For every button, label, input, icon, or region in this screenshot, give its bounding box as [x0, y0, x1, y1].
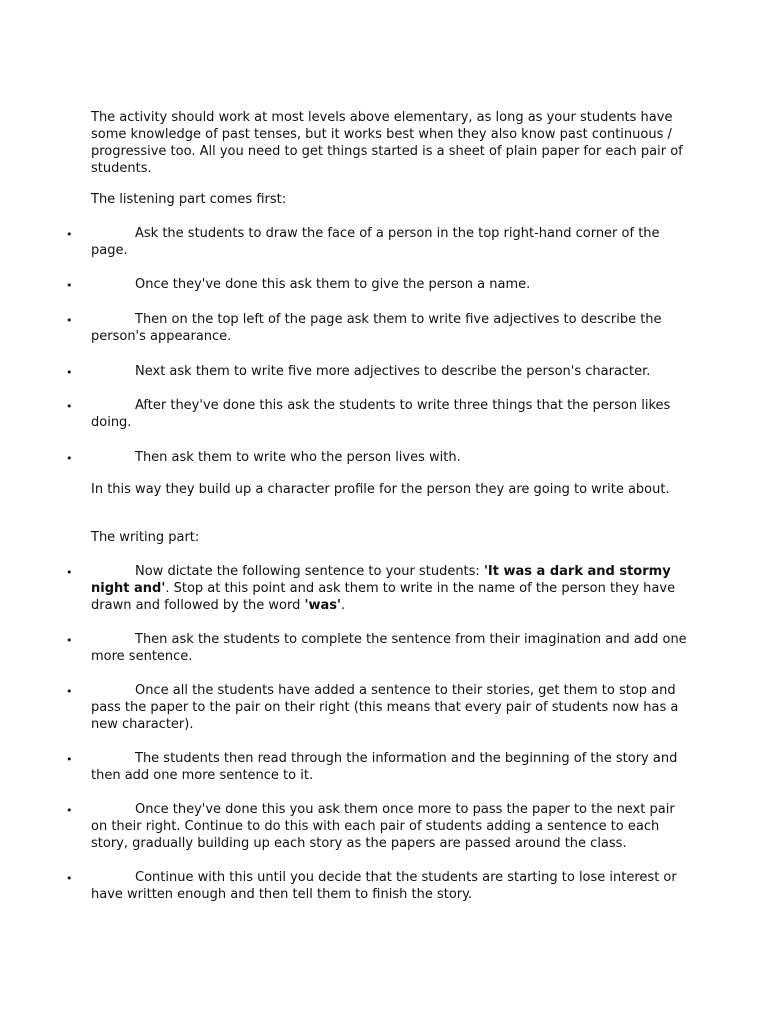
bullet-icon: •: [66, 228, 73, 241]
dictation-word: 'was': [304, 598, 341, 613]
bullet-icon: •: [66, 314, 73, 327]
list-item: Continue with this until you decide that the students are starting to lose interest or have written enough and then tell them to finish the story.: [91, 870, 677, 902]
list-item: Once all the students have added a sentence to their stories, get them to stop and pass the paper to the pair on their right (this means that every pair of students now has a new character).: [91, 683, 679, 732]
dictation-sentence: 'It was a dark and stormy night and': [91, 564, 671, 596]
writing-heading: The writing part:: [91, 530, 200, 545]
list-item: Once they've done this you ask them once more to pass the paper to the next pair on their right. Continue to do this with each pair of students adding a sentence to each story, gradually building up each story as the papers are passed around the class.: [91, 802, 675, 851]
profile-paragraph: In this way they build up a character profile for the person they are going to write about.: [91, 482, 670, 497]
bullet-icon: •: [66, 279, 73, 292]
bullet-icon: •: [66, 685, 73, 698]
bullet-icon: •: [66, 634, 73, 647]
listening-heading: The listening part comes first:: [91, 192, 287, 207]
intro-paragraph: The activity should work at most levels above elementary, as long as your students have some knowledge of past tenses, but it works best when they also know past continuous / progressive too. All you need to get things started is a sheet of plain paper for each pair of students.: [91, 110, 683, 176]
bullet-icon: •: [66, 872, 73, 885]
bullet-icon: •: [66, 804, 73, 817]
bullet-icon: •: [66, 566, 73, 579]
bullet-icon: •: [66, 400, 73, 413]
bullet-icon: •: [66, 366, 73, 379]
list-item: The students then read through the information and the beginning of the story and then add one more sentence to it.: [91, 751, 678, 783]
bullet-icon: •: [66, 452, 73, 465]
list-item: Next ask them to write five more adjectives to describe the person's character.: [135, 364, 651, 379]
list-item: Then ask the students to complete the sentence from their imagination and add one more sentence.: [91, 632, 687, 664]
list-item: Then ask them to write who the person lives with.: [135, 450, 461, 465]
bullet-icon: •: [66, 753, 73, 766]
list-item: Then on the top left of the page ask them to write five adjectives to describe the person's appearance.: [91, 312, 662, 344]
list-item: After they've done this ask the students to write three things that the person likes doing.: [91, 398, 671, 430]
list-item: Ask the students to draw the face of a person in the top right-hand corner of the page.: [91, 226, 660, 258]
list-item: Once they've done this ask them to give the person a name.: [135, 277, 531, 292]
list-item: Now dictate the following sentence to your students: 'It was a dark and stormy night and'. Stop at this point and ask them to write in the name of the person they have drawn and followed by the word 'was'.: [91, 564, 676, 613]
